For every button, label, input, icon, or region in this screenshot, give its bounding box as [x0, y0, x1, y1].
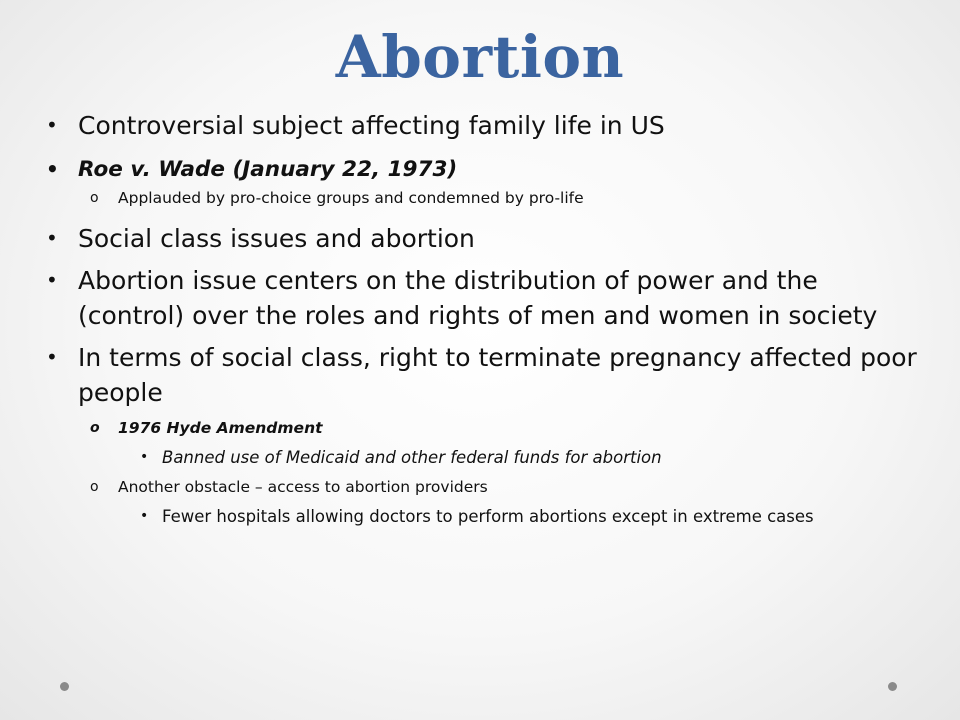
bullet-roe-v-wade: • Roe v. Wade (January 22, 1973): [44, 152, 924, 187]
subsubbullet-fewer-hospitals: • Fewer hospitals allowing doctors to perform abortions except in extreme cases: [44, 505, 924, 528]
bullet-social-class-pregnancy: • In terms of social class, right to terminate pregnancy affected poor people: [44, 340, 924, 410]
bullet-social-class-issues: • Social class issues and abortion: [44, 221, 924, 256]
decorative-dot-left: [60, 682, 69, 691]
slide-title: Abortion: [335, 23, 625, 91]
decorative-dot-right: [888, 682, 897, 691]
subbullet-another-obstacle: o Another obstacle – access to abortion providers: [44, 476, 924, 498]
slide-content: [44, 108, 924, 528]
bullet-controversial-subject: • Controversial subject affecting family life in US: [44, 108, 924, 143]
subbullet-applauded: o Applauded by pro-choice groups and condemned by pro-life: [44, 187, 924, 209]
bullet-distribution-of-power: • Abortion issue centers on the distribution of power and the (control) over the roles and rights of men and women in society: [44, 263, 924, 333]
subsubbullet-medicaid-ban: • Banned use of Medicaid and other federal funds for abortion: [44, 446, 924, 469]
subbullet-hyde-amendment: o 1976 Hyde Amendment: [44, 417, 924, 439]
